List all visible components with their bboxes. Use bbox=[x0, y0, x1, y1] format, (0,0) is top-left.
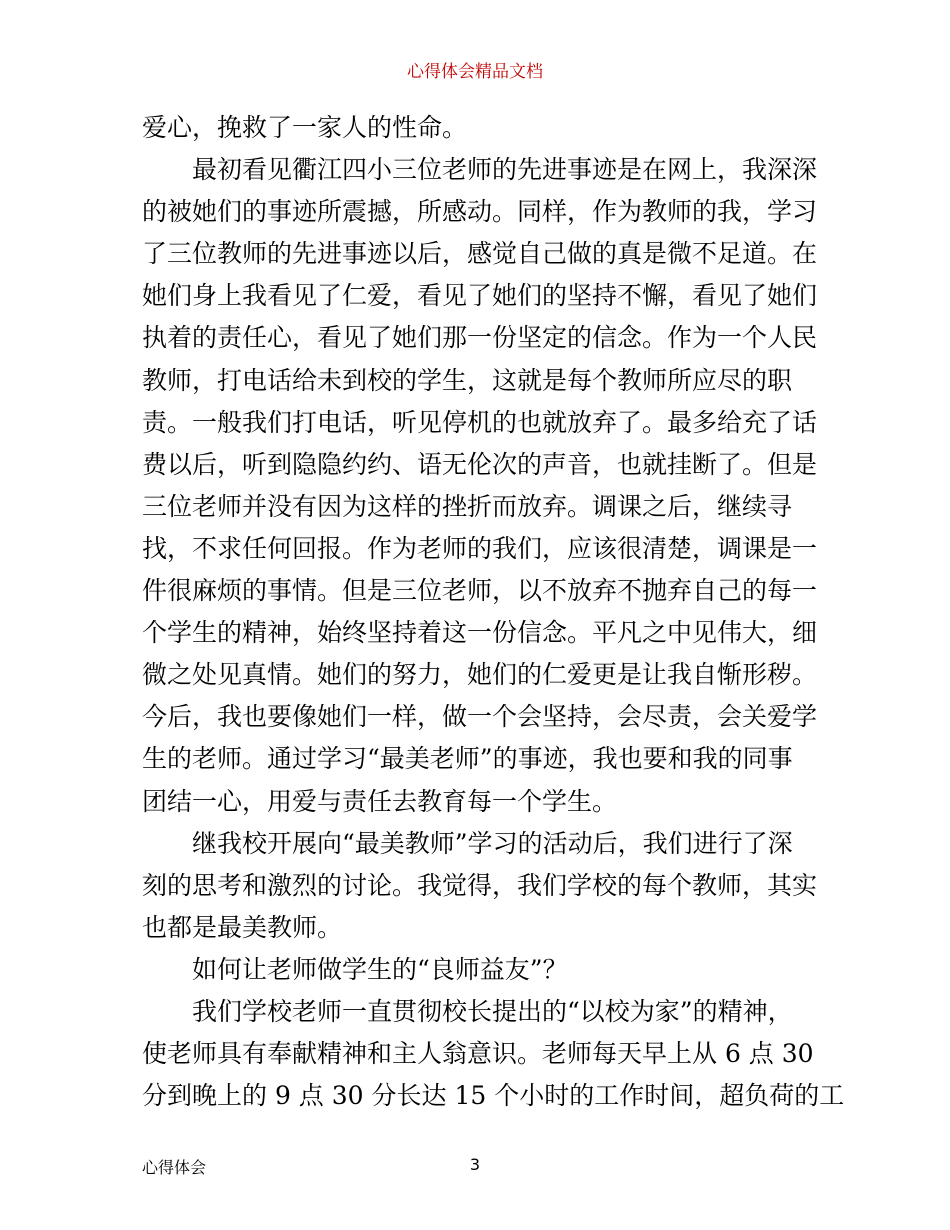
text-line: 费以后，听到隐隐约约、语无伦次的声音，也就挂断了。但是 bbox=[142, 449, 818, 479]
text-line: 三位老师并没有因为这样的挫折而放弃。调课之后，继续寻 bbox=[142, 491, 793, 521]
text-line: 微之处见真情。她们的努力，她们的仁爱更是让我自惭形秽。 bbox=[142, 660, 818, 690]
text-line: 刻的思考和激烈的讨论。我觉得，我们学校的每个教师，其实 bbox=[142, 870, 818, 900]
text-line: 团结一心，用爱与责任去教育每一个学生。 bbox=[142, 786, 618, 816]
paragraph-start-line: 继我校开展向“最美教师”学习的活动后，我们进行了深 bbox=[192, 828, 793, 858]
paragraph-start-line: 我们学校老师一直贯彻校长提出的“以校为家”的精神， bbox=[192, 996, 793, 1026]
document-body bbox=[142, 107, 845, 1117]
text-line: 教师，打电话给未到校的学生，这就是每个教师所应尽的职 bbox=[142, 365, 793, 395]
paragraph-start-line: 如何让老师做学生的“良师益友”？ bbox=[192, 954, 568, 984]
text-line: 她们身上我看见了仁爱，看见了她们的坚持不懈，看见了她们 bbox=[142, 281, 818, 311]
text-line: 责。一般我们打电话，听见停机的也就放弃了。最多给充了话 bbox=[142, 407, 818, 437]
text-line: 使老师具有奉献精神和主人翁意识。老师每天早上从 6 点 30 bbox=[142, 1039, 814, 1069]
text-line: 件很麻烦的事情。但是三位老师，以不放弃不抛弃自己的每一 bbox=[142, 576, 818, 606]
text-line: 生的老师。通过学习“最美老师”的事迹，我也要和我的同事 bbox=[142, 744, 793, 774]
paragraph-start-line: 最初看见衢江四小三位老师的先进事迹是在网上，我深深 bbox=[192, 155, 818, 185]
page-number: 3 bbox=[469, 1155, 481, 1174]
text-line: 了三位教师的先进事迹以后，感觉自己做的真是微不足道。在 bbox=[142, 239, 818, 269]
text-line: 找，不求任何回报。作为老师的我们，应该很清楚，调课是一 bbox=[142, 533, 818, 563]
text-line: 个学生的精神，始终坚持着这一份信念。平凡之中见伟大，细 bbox=[142, 618, 818, 648]
text-line: 的被她们的事迹所震撼，所感动。同样，作为教师的我，学习 bbox=[142, 197, 818, 227]
footer-label: 心得体会 bbox=[142, 1158, 207, 1177]
text-line: 也都是最美教师。 bbox=[142, 912, 343, 942]
document-header: 心得体会精品文档 bbox=[407, 62, 543, 82]
text-line: 执着的责任心，看见了她们那一份坚定的信念。作为一个人民 bbox=[142, 323, 818, 353]
text-line: 分到晚上的 9 点 30 分长达 15 个小时的工作时间，超负荷的工 bbox=[142, 1081, 845, 1111]
text-line: 今后，我也要像她们一样，做一个会坚持，会尽责，会关爱学 bbox=[142, 702, 818, 732]
text-line: 爱心，挽救了一家人的性命。 bbox=[142, 113, 468, 142]
